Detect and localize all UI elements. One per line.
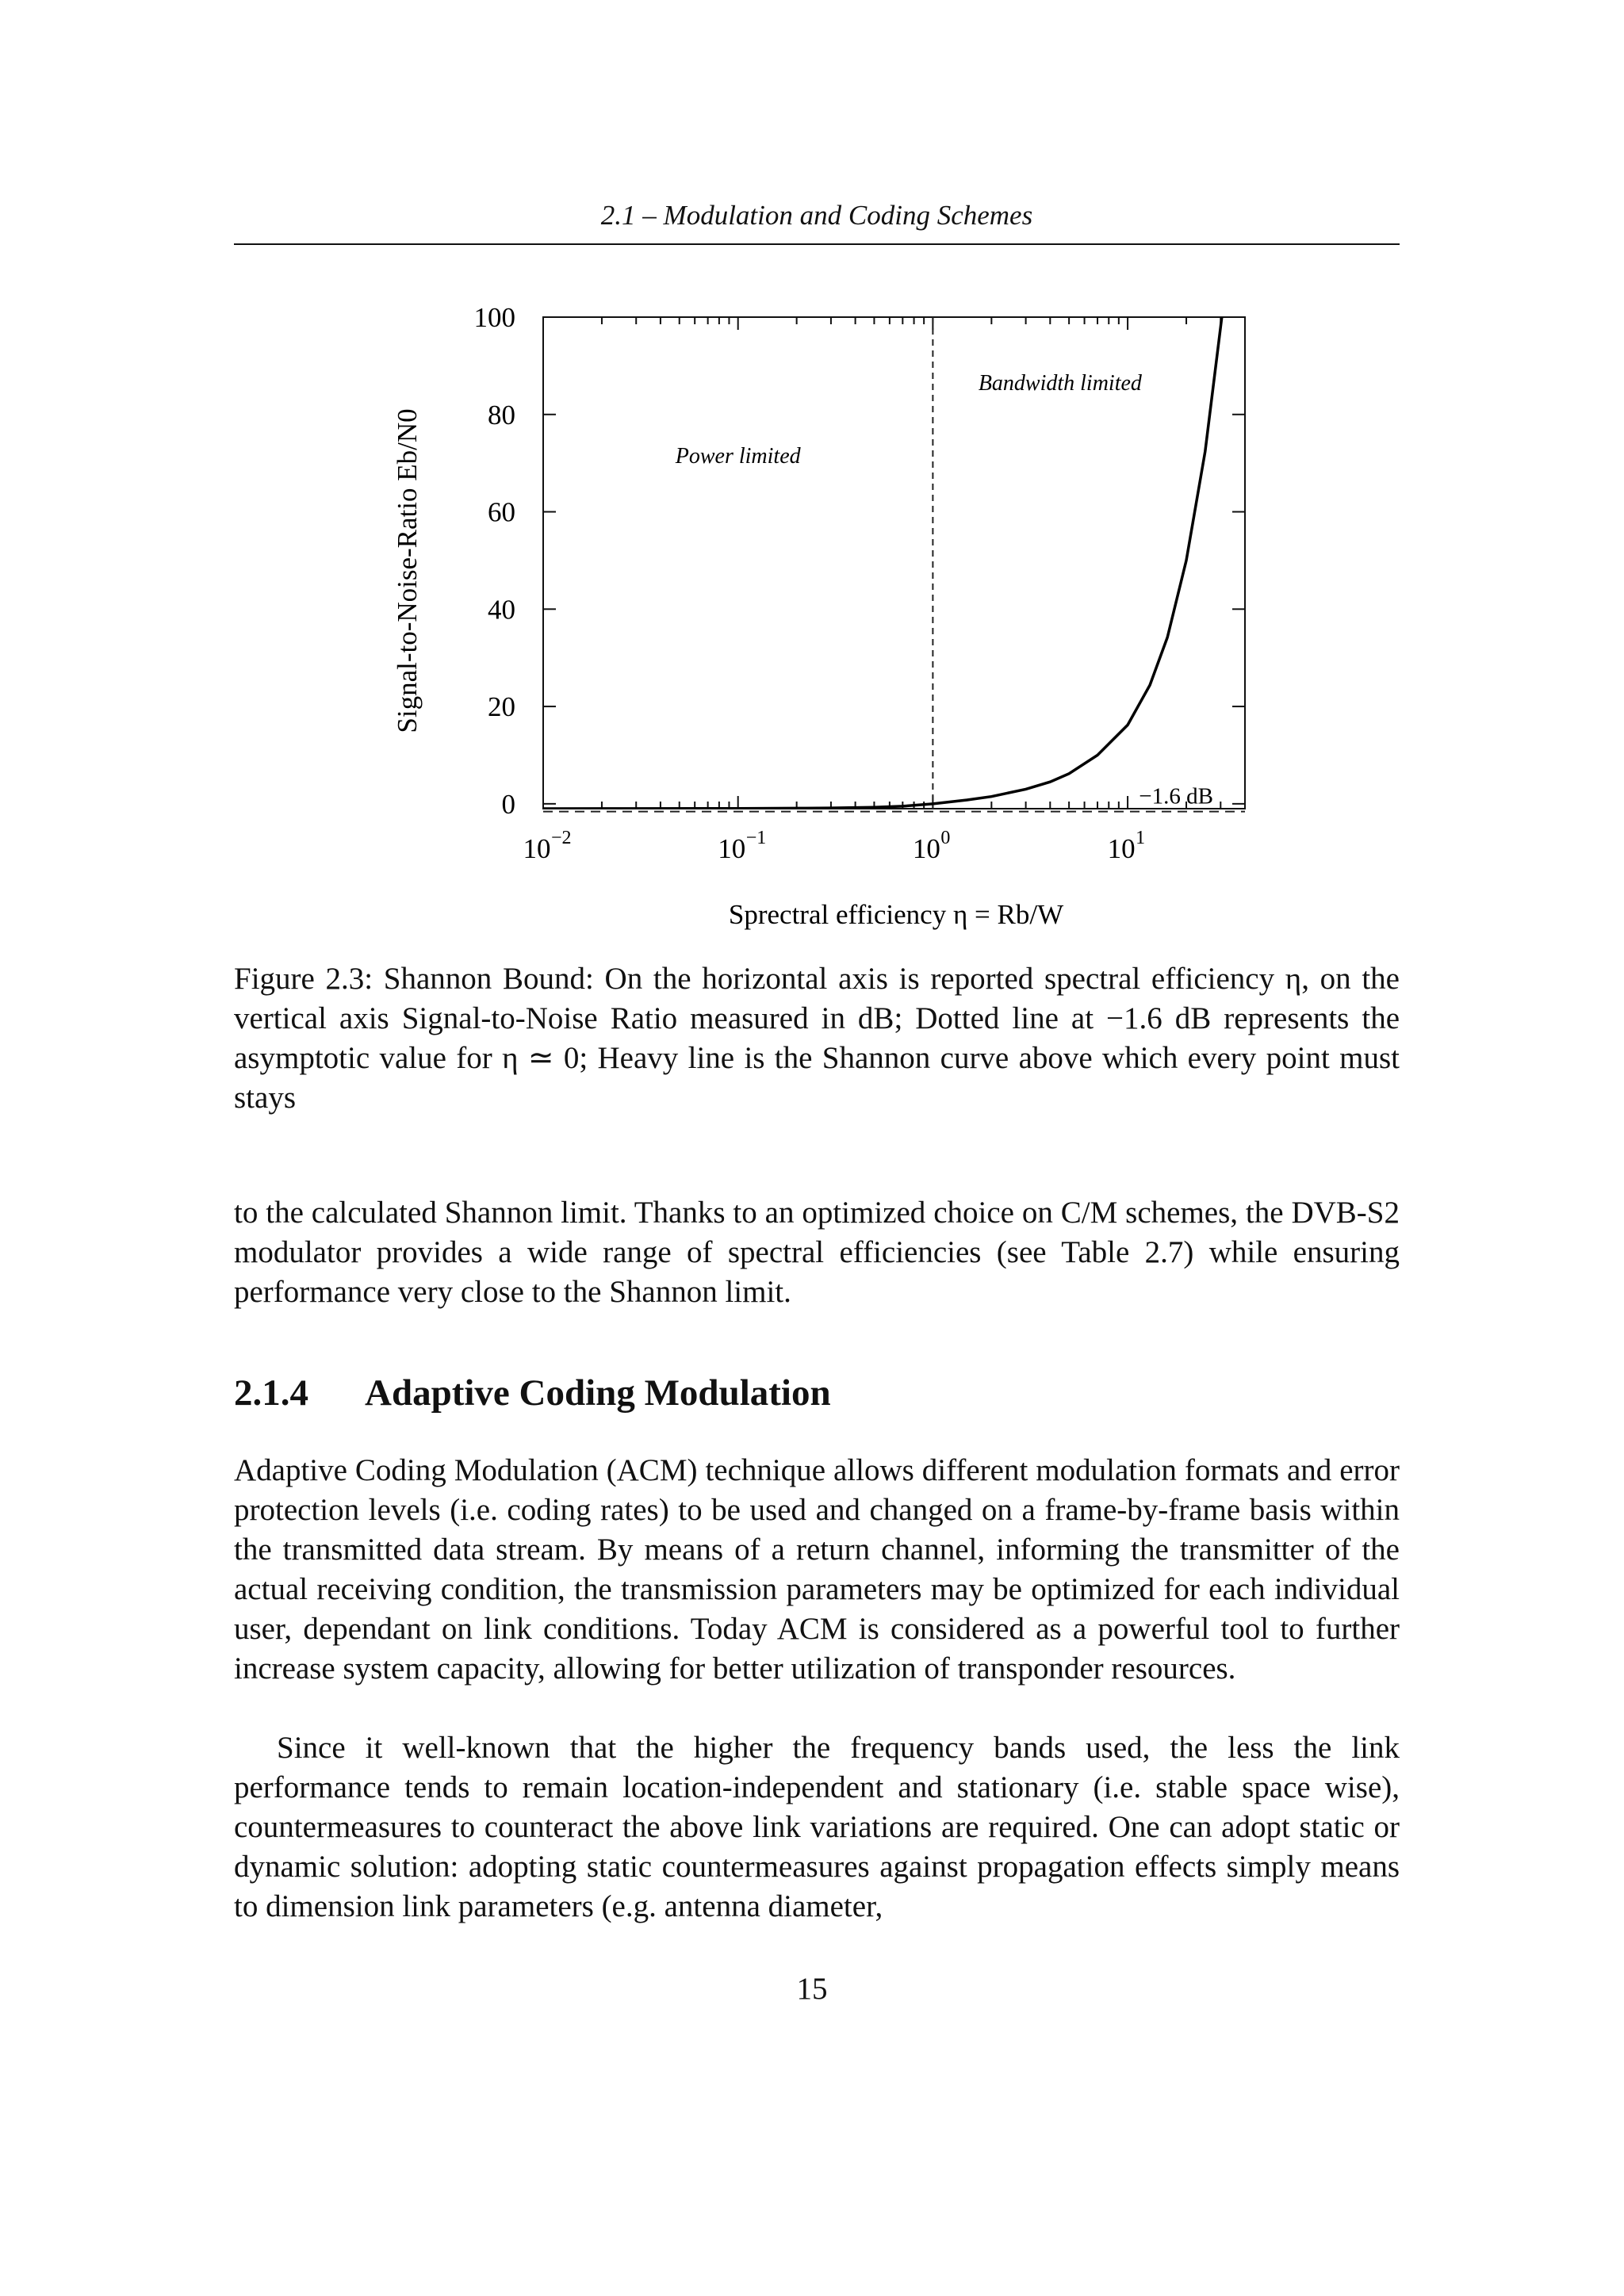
shannon-curve <box>543 285 1241 809</box>
figure-caption: Figure 2.3: Shannon Bound: On the horizontal axis is reported spectral efficiency η, on the vertical axis Signal-to-Noise Ratio measured in dB; Dotted line at −1.6 dB represents the asymptotic value for η ≃ 0; Heavy line is the Shannon curve above which every point must stays <box>234 962 1400 1115</box>
x-tick-exponent: −1 <box>745 828 767 848</box>
chart-text <box>392 302 1213 930</box>
body-paragraph-2: Adaptive Coding Modulation (ACM) technique allows different modulation formats and error protection levels (i.e. coding rates) to be used and changed on a frame-by-frame basis within the transmitted data stream. By means of a return channel, informing the transmitter of the actual receiving condition, the transmission parameters may be optimized for each individual user, dependant on link conditions. Today ACM is considered as a powerful tool to further increase system capacity, allowing for better utilization of transponder resources. <box>234 1453 1400 1686</box>
body-paragraph-3: Since it well-known that the higher the frequency bands used, the less the link performance tends to remain location-independent and stationary (i.e. stable space wise), countermeasures to counteract the above link variations are required. One can adopt static or dynamic solution: adopting static countermeasures against propagation effects simply means to dimension link parameters (e.g. antenna diameter, <box>234 1731 1400 1923</box>
y-tick-label: 60 <box>488 496 515 528</box>
x-tick-exponent: 0 <box>940 828 951 848</box>
y-tick-label: 80 <box>488 399 515 430</box>
body-paragraph-1: to the calculated Shannon limit. Thanks to an optimized choice on C/M schemes, the DVB-S2 modulator provides a wide range of spectral efficiencies (see Table 2.7) while ensuring performance very close to the Shannon limit. <box>234 1196 1400 1309</box>
y-tick-label: 100 <box>473 302 515 333</box>
x-tick-label: 10 <box>912 833 940 864</box>
chart-marks <box>543 285 1245 812</box>
power-limited-annotation: Power limited <box>675 444 801 469</box>
y-tick-label: 0 <box>501 788 515 820</box>
asymptote-label: −1.6 dB <box>1139 783 1213 809</box>
section-heading <box>234 1372 831 1414</box>
y-tick-label: 40 <box>488 594 515 626</box>
section-title: Adaptive Coding Modulation <box>365 1372 831 1414</box>
x-tick-label: 10 <box>718 833 746 864</box>
x-tick-exponent: 1 <box>1136 828 1146 848</box>
y-axis-label: Signal-to-Noise-Ratio Eb/N0 <box>392 408 423 733</box>
x-tick-exponent: −2 <box>551 828 572 848</box>
bandwidth-limited-annotation: Bandwidth limited <box>978 371 1142 396</box>
shannon-bound-chart <box>381 285 1269 936</box>
section-number: 2.1.4 <box>234 1372 308 1414</box>
x-tick-label: 10 <box>523 833 551 864</box>
x-tick-label: 10 <box>1107 833 1136 864</box>
page-number: 15 <box>796 1972 828 2006</box>
y-tick-label: 20 <box>488 691 515 723</box>
running-head: 2.1 – Modulation and Coding Schemes <box>600 200 1033 231</box>
x-axis-label: Sprectral efficiency η = Rb/W <box>728 899 1064 930</box>
header-rule <box>234 243 1400 245</box>
